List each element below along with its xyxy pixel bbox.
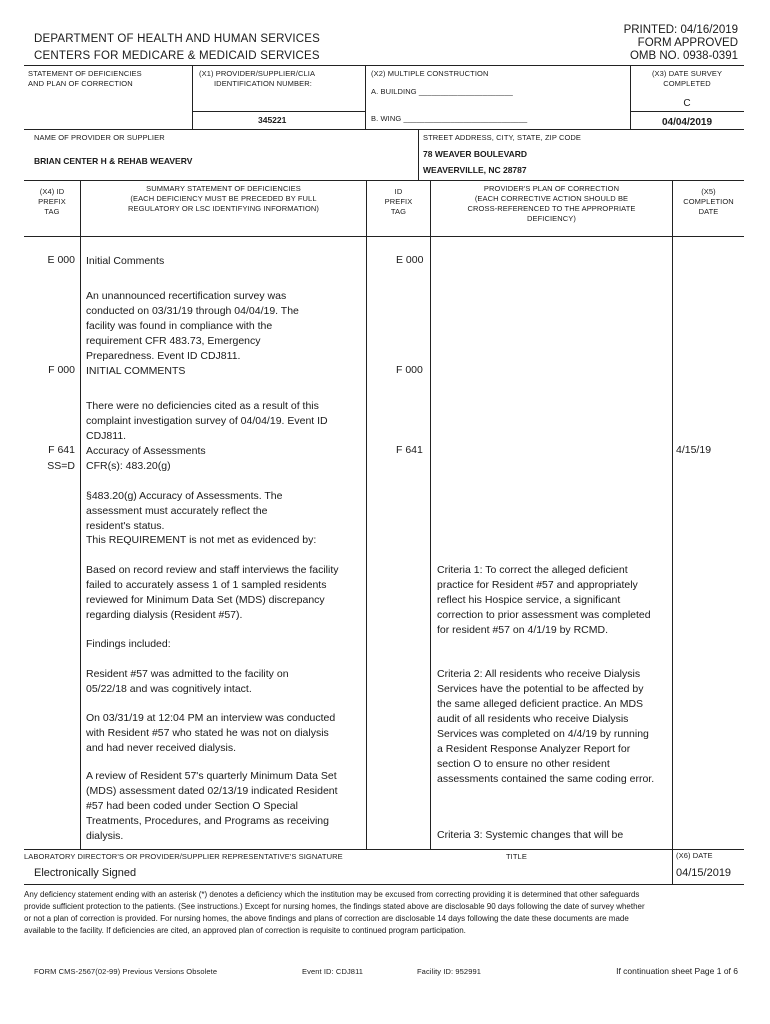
rule-provider-number: [192, 111, 365, 112]
summary-header-3: REGULATORY OR LSC IDENTIFYING INFORMATION): [127, 204, 320, 213]
printed-date: PRINTED: 04/16/2019: [623, 24, 738, 36]
x3-label-1: (X3) DATE SURVEY: [651, 69, 723, 78]
accuracy-title: Accuracy of Assessments: [86, 445, 206, 457]
divider-x2: [365, 65, 366, 130]
centers-title: CENTERS FOR MEDICARE & MEDICAID SERVICES: [34, 50, 320, 62]
completion-date: 4/15/19: [676, 444, 712, 456]
signature-value: Electronically Signed: [34, 867, 137, 879]
tag-f641-left: F 641: [48, 444, 75, 456]
street-address: 78 WEAVER BOULEVARD: [423, 149, 528, 159]
summary-paragraph-8: On 03/31/19 at 12:04 PM an interview was conducted with Resident #57 who stated he was not on dialysis and had never received dialysis.: [86, 712, 336, 754]
summary-paragraph-3: §483.20(g) Accuracy of Assessments. The assessment must accurately reflect the resident's status.: [86, 490, 283, 532]
cfr-reference: CFR(s): 483.20(g): [86, 460, 171, 472]
tag-f000-right: F 000: [396, 364, 423, 376]
divider-col-id: [430, 180, 431, 849]
x4-header-1: (X4) ID: [39, 187, 65, 196]
tag-f641-right: F 641: [396, 444, 423, 456]
x2-label: (X2) MULTIPLE CONSTRUCTION: [371, 69, 489, 78]
tag-e000-right: E 000: [396, 254, 424, 266]
initial-comments-heading: Initial Comments: [86, 255, 165, 267]
divider-signature-date: [672, 849, 673, 884]
wing-line: B. WING _____________________________: [371, 114, 528, 123]
survey-date: 04/04/2019: [661, 117, 713, 128]
omb-number: OMB NO. 0938-0391: [629, 50, 738, 62]
building-line: A. BUILDING ______________________: [371, 87, 513, 96]
plan-header-3: CROSS-REFERENCED TO THE APPROPRIATE: [467, 204, 636, 213]
rule-body: [24, 236, 744, 237]
rule-survey-date: [630, 111, 744, 112]
disclaimer-text: Any deficiency statement ending with an asterisk (*) denotes a deficiency which the institution may be excused from correcting providing it is determined that other safeguards provide sufficient protection to the patients. (See instructions.) Except for nursing homes, the findings stated above are disclosable 90 days following the date of survey whether or not a plan of correction is provided. For nursing homes, the above findings and plans of correction are disclosable 14 days following the date these documents are made available to the facility. If deficiencies are cited, an approved plan of correction is requisite to continued program participation.: [24, 890, 645, 935]
summary-paragraph-6: Findings included:: [86, 638, 171, 650]
id-header-1: ID: [394, 187, 403, 196]
divider-address: [418, 129, 419, 180]
divider-col-x4: [80, 180, 81, 849]
provider-name: BRIAN CENTER H & REHAB WEAVERV: [34, 156, 193, 166]
signature-date-label: (X6) DATE: [676, 851, 713, 860]
x4-header-2: PREFIX: [38, 197, 66, 206]
x3-label-2: COMPLETED: [663, 79, 711, 88]
title-label: TITLE: [506, 852, 527, 861]
rule-top: [24, 65, 744, 66]
rule-signature: [24, 849, 744, 850]
provider-name-label: NAME OF PROVIDER OR SUPPLIER: [34, 133, 165, 142]
rule-provider: [24, 129, 744, 130]
signature-date: 04/15/2019: [676, 867, 732, 879]
x1-label-1: (X1) PROVIDER/SUPPLIER/CLIA: [199, 69, 316, 78]
divider-col-summary: [366, 180, 367, 849]
provider-number: 345221: [258, 115, 287, 125]
x5-header-3: DATE: [698, 207, 719, 216]
tag-e000-left: E 000: [47, 254, 75, 266]
rule-disclaimer: [24, 884, 744, 885]
summary-paragraph-1: An unannounced recertification survey was conducted on 03/31/19 through 04/04/19. The facility was found in compliance with the requirement CFR 483.73, Emergency Preparedness. Event ID CDJ811.: [86, 290, 299, 362]
city-state-zip: WEAVERVILLE, NC 28787: [423, 165, 527, 175]
plan-header-2: (EACH CORRECTIVE ACTION SHOULD BE: [474, 194, 629, 203]
summary-header-1: SUMMARY STATEMENT OF DEFICIENCIES: [146, 184, 301, 193]
facility-id: Facility ID: 952991: [417, 967, 482, 976]
address-label: STREET ADDRESS, CITY, STATE, ZIP CODE: [423, 133, 582, 142]
summary-paragraph-9: A review of Resident 57's quarterly Minimum Data Set (MDS) assessment dated 02/13/19 indicated Resident #57 had been coded under Section O Special Treatments, Procedures, and Programs as receiving dialysis.: [86, 770, 338, 842]
tag-severity: SS=D: [47, 460, 75, 472]
plan-header-4: DEFICIENCY): [526, 214, 577, 223]
x1-label-2: IDENTIFICATION NUMBER:: [214, 79, 312, 88]
x5-header-1: (X5): [701, 187, 716, 196]
plan-criteria-3: Criteria 3: Systemic changes that will be: [437, 829, 624, 841]
summary-paragraph-4: This REQUIREMENT is not met as evidenced by:: [86, 534, 317, 546]
plan-criteria-2: Criteria 2: All residents who receive Dialysis Services have the potential to be affected by the same alleged deficient practice. An MDS audit of all residents who receive Dialysis Services was completed on 4/4/19 by running a Resident Response Analyzer Report for section O to ensure no other resident assessments contained the same coding error.: [437, 668, 655, 785]
page-indicator: If continuation sheet Page 1 of 6: [616, 966, 738, 976]
plan-criteria-1: Criteria 1: To correct the alleged deficient practice for Resident #57 and appropriately reflect his Hospice service, a significant correction to prior assessment was completed for resident #57 on 4/1/19 by RCMD.: [437, 564, 651, 636]
signature-label: LABORATORY DIRECTOR'S OR PROVIDER/SUPPLIER REPRESENTATIVE'S SIGNATURE: [24, 852, 343, 861]
rule-columns: [24, 180, 744, 181]
x4-header-3: TAG: [44, 207, 60, 216]
summary-paragraph-2: There were no deficiencies cited as a result of this complaint investigation survey of 04/04/19. Event ID CDJ811.: [86, 400, 328, 442]
form-number: FORM CMS-2567(02-99) Previous Versions Obsolete: [34, 967, 218, 976]
x5-header-2: COMPLETION: [683, 197, 734, 206]
divider-x1: [192, 65, 193, 130]
id-header-2: PREFIX: [384, 197, 413, 206]
plan-header-1: PROVIDER'S PLAN OF CORRECTION: [483, 184, 620, 193]
survey-letter: C: [683, 98, 691, 109]
summary-paragraph-5: Based on record review and staff interviews the facility failed to accurately assess 1 of 1 sampled residents reviewed for Minimum Data Set (MDS) discrepancy regarding dialysis (Resident #57).: [86, 564, 339, 621]
statement-label-1: STATEMENT OF DEFICIENCIES: [28, 69, 142, 78]
id-header-3: TAG: [390, 207, 407, 216]
summary-paragraph-7: Resident #57 was admitted to the facility on 05/22/18 and was cognitively intact.: [86, 668, 289, 695]
event-id: Event ID: CDJ811: [302, 967, 364, 976]
divider-col-plan: [672, 180, 673, 849]
department-title: DEPARTMENT OF HEALTH AND HUMAN SERVICES: [34, 33, 320, 45]
summary-header-2: (EACH DEFICIENCY MUST BE PRECEDED BY FULL: [130, 194, 317, 203]
statement-label-2: AND PLAN OF CORRECTION: [28, 79, 133, 88]
form-approved: FORM APPROVED: [637, 37, 738, 49]
initial-comments-heading-2: INITIAL COMMENTS: [86, 365, 186, 377]
tag-f000-left: F 000: [48, 364, 75, 376]
